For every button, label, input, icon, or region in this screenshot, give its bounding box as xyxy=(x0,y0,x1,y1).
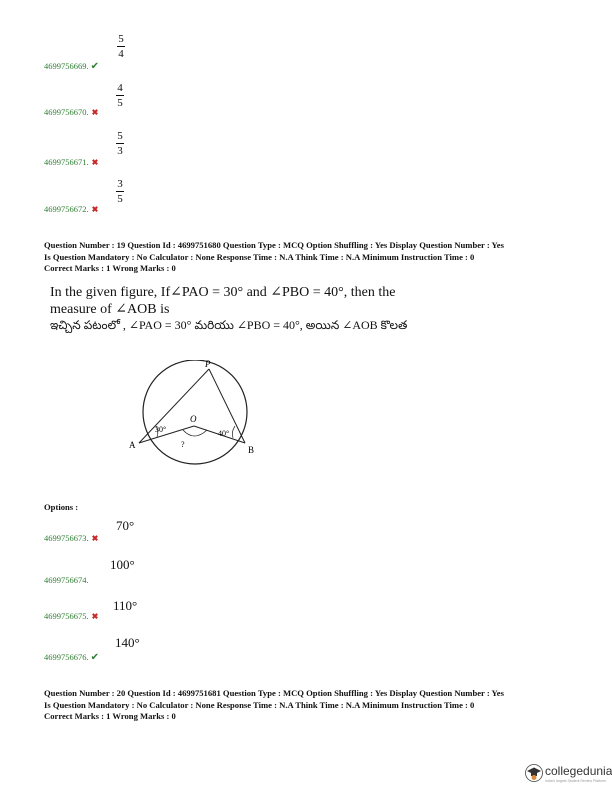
question-19-meta xyxy=(44,240,604,275)
denominator: 3 xyxy=(117,145,123,157)
fraction xyxy=(117,33,125,60)
prev-option-4 xyxy=(44,199,98,217)
meta-line-2: Is Question Mandatory : No Calculator : None Response Time : N.A Think Time : N.A Minimum Instruction Time : 0 xyxy=(44,699,475,710)
label-b: B xyxy=(248,445,255,455)
fraction xyxy=(116,178,124,205)
denominator: 4 xyxy=(118,48,124,60)
marks-line: Correct Marks : 1 Wrong Marks : 0 xyxy=(44,263,176,273)
meta-line-1: Question Number : 20 Question Id : 4699751681 Question Type : MCQ Option Shuffling : Yes Display Question Number : Yes xyxy=(44,688,504,698)
logo-name: collegedunia xyxy=(545,764,612,778)
meta-line-2: Is Question Mandatory : No Calculator : None Response Time : N.A Think Time : N.A Minimum Instruction Time : 0 xyxy=(44,251,475,262)
prev-option-2 xyxy=(44,102,98,120)
denominator: 5 xyxy=(117,97,123,109)
numerator: 4 xyxy=(117,82,123,94)
option-value: 140° xyxy=(115,635,140,650)
question-text xyxy=(50,284,570,318)
graduation-cap-icon xyxy=(525,764,543,782)
check-icon: ✔ xyxy=(90,652,100,663)
numerator: 5 xyxy=(118,33,124,45)
prev-option-1 xyxy=(44,56,99,74)
numerator: 3 xyxy=(117,178,123,190)
question-line-1: In the given figure, If∠PAO = 30° and ∠PBO = 40°, then the xyxy=(50,285,396,300)
question-20-meta xyxy=(44,688,604,723)
options-label: Options : xyxy=(44,502,79,512)
meta-line-1: Question Number : 19 Question Id : 4699751680 Question Type : MCQ Option Shuffling : Yes Display Question Number : Yes xyxy=(44,240,504,250)
check-icon: ✔ xyxy=(90,61,100,72)
option-value: 100° xyxy=(110,557,135,572)
option-3 xyxy=(44,606,98,624)
option-id: 4699756673. xyxy=(44,533,89,543)
angle-a-label: 30° xyxy=(155,425,167,434)
option-value: 70° xyxy=(116,518,135,533)
question-text-telugu: ఇచ్చిన పటంలో , ∠PAO = 30° మరియు ∠PBO = 40°, అయిన ∠AOB కొలత xyxy=(50,318,408,332)
cross-icon: ✖ xyxy=(91,534,99,543)
prev-option-3 xyxy=(44,152,98,170)
collegedunia-logo xyxy=(525,762,612,788)
cross-icon: ✖ xyxy=(91,612,99,621)
angle-arc-o xyxy=(183,430,207,436)
option-value: 110° xyxy=(113,598,138,613)
fraction xyxy=(116,82,124,109)
denominator: 5 xyxy=(117,193,123,205)
option-id: 4699756669. xyxy=(44,61,89,71)
option-4 xyxy=(44,647,99,665)
label-a: A xyxy=(129,440,136,450)
cross-icon: ✖ xyxy=(91,158,99,167)
option-id: 4699756675. xyxy=(44,611,89,621)
circle-figure xyxy=(125,360,265,465)
option-1 xyxy=(44,528,98,546)
option-id: 4699756670. xyxy=(44,107,89,117)
cross-icon: ✖ xyxy=(91,108,99,117)
logo-tagline: India's largest Student Review Platform xyxy=(545,779,606,783)
option-id: 4699756671. xyxy=(44,157,89,167)
option-2 xyxy=(44,570,89,588)
question-line-2: measure of ∠AOB is xyxy=(50,302,170,317)
angle-b-label: 40° xyxy=(218,429,230,438)
numerator: 5 xyxy=(117,130,123,142)
label-p: P xyxy=(205,360,211,369)
label-o: O xyxy=(190,414,197,424)
fraction xyxy=(116,130,124,157)
circle xyxy=(143,360,247,464)
cross-icon: ✖ xyxy=(91,205,99,214)
option-id: 4699756674. xyxy=(44,575,89,585)
marks-line: Correct Marks : 1 Wrong Marks : 0 xyxy=(44,711,176,721)
angle-arc-b xyxy=(232,426,235,438)
unknown-angle: ? xyxy=(181,440,185,449)
option-id: 4699756672. xyxy=(44,204,89,214)
option-id: 4699756676. xyxy=(44,652,89,662)
